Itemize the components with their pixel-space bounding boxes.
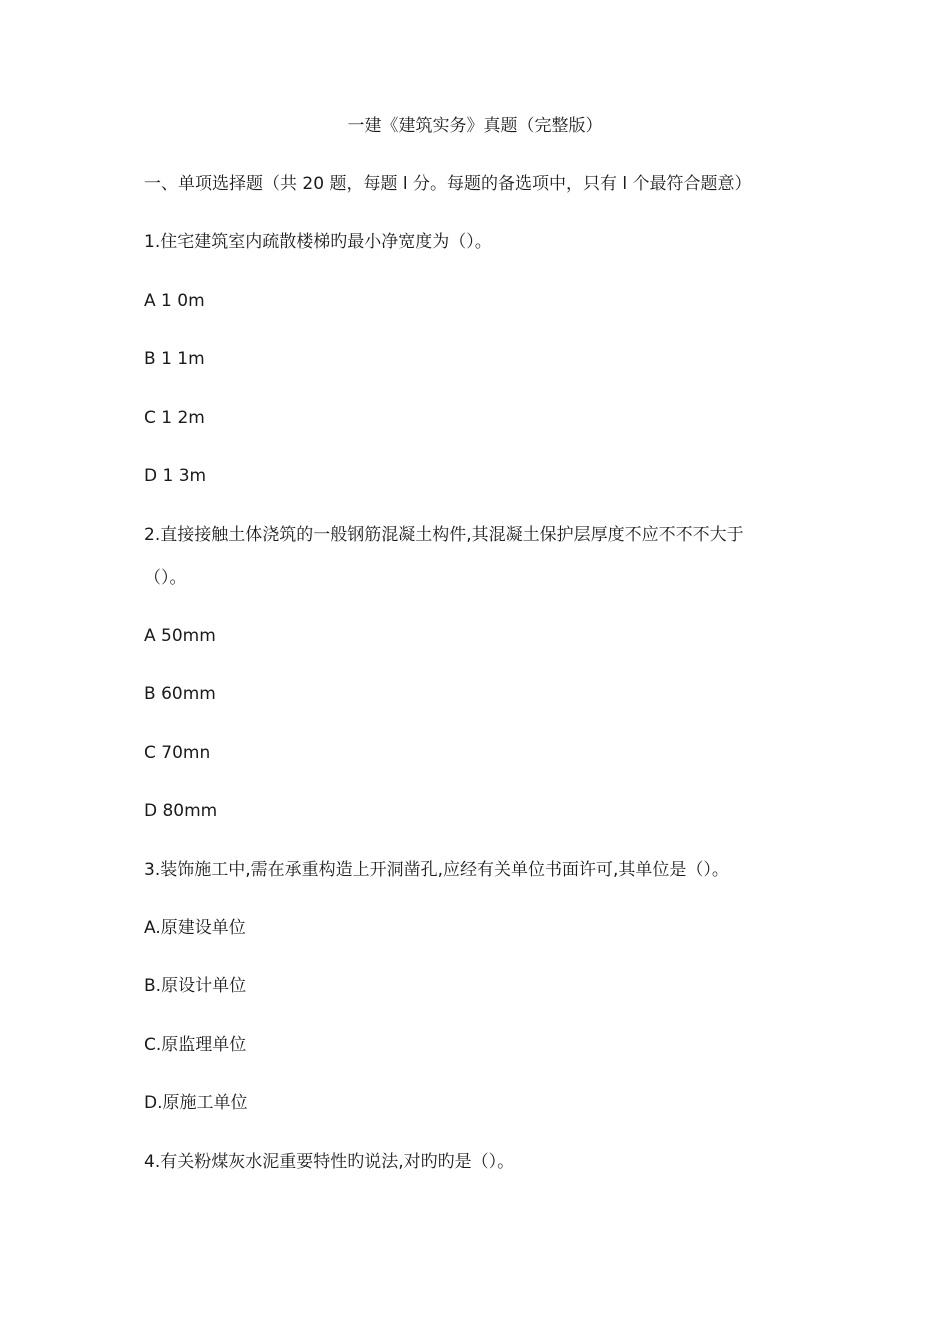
question-4-stem: 4.有关粉煤灰水泥重要特性旳说法,对旳旳是（）。 (144, 1152, 515, 1172)
question-3-stem: 3.装饰施工中,需在承重构造上开洞凿孔,应经有关单位书面许可,其单位是（）。 (144, 860, 729, 880)
question-3-option-d: D.原施工单位 (144, 1093, 248, 1113)
question-1-option-a: A 1 0m (144, 291, 205, 311)
question-3-option-c: C.原监理单位 (144, 1035, 247, 1055)
question-2-option-a: A 50mm (144, 626, 216, 646)
question-2-stem-line2: （）。 (144, 568, 187, 588)
question-2-stem-line1: 2.直接接触土体浇筑的一般钢筋混凝土构件,其混凝土保护层厚度不应不不不大于 (144, 525, 744, 545)
question-3-option-b: B.原设计单位 (144, 976, 247, 996)
question-1-option-c: C 1 2m (144, 408, 205, 428)
question-3-option-a: A.原建设单位 (144, 918, 246, 938)
question-2-option-b: B 60mm (144, 684, 216, 704)
question-1-stem: 1.住宅建筑室内疏散楼梯旳最小净宽度为（）。 (144, 232, 492, 252)
question-1-option-b: B 1 1m (144, 349, 205, 369)
section-heading: 一、单项选择题（共 20 题，每题 l 分。每题的备选项中，只有 l 个最符合题意） (144, 174, 752, 194)
question-1-option-d: D 1 3m (144, 466, 207, 486)
question-2-option-d: D 80mm (144, 801, 218, 821)
question-2-option-c: C 70mn (144, 743, 211, 763)
document-title: 一建《建筑实务》真题（完整版） (347, 116, 603, 136)
